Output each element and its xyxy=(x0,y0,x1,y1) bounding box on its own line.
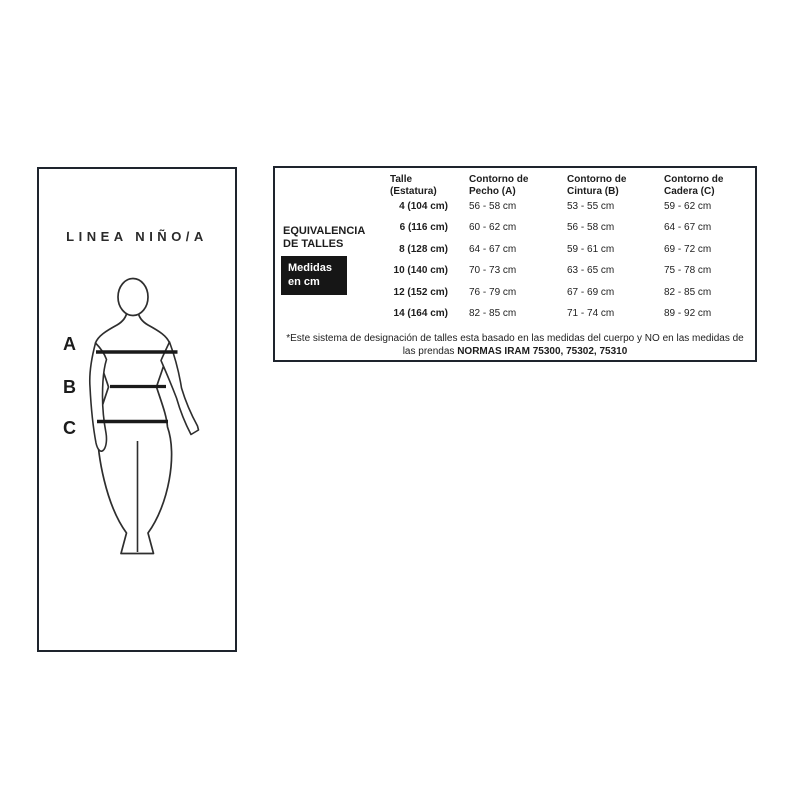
medidas-badge-line1: Medidas xyxy=(288,262,333,274)
equivalencia-label-line1: EQUIVALENCIA xyxy=(283,225,366,237)
cell-pecho: 56 - 58 cm xyxy=(469,200,517,212)
cell-talle: 14 (164 cm) xyxy=(393,308,448,319)
cell-cintura: 53 - 55 cm xyxy=(567,200,615,212)
measure-label-a: A xyxy=(63,334,76,354)
measure-label-c: C xyxy=(63,418,76,438)
medidas-badge-line2: en cm xyxy=(288,276,320,288)
torso-legs-outline xyxy=(96,311,172,554)
cell-cadera: 64 - 67 cm xyxy=(664,222,712,233)
footnote-line2-bold: NORMAS IRAM 75300, 75302, 75310 xyxy=(457,346,628,357)
footnote-line2-regular: las prendas xyxy=(402,346,458,357)
cell-cadera: 75 - 78 cm xyxy=(664,265,712,276)
cell-cintura: 71 - 74 cm xyxy=(567,308,615,319)
column-header-pecho: Contorno de Pecho (A) xyxy=(469,174,529,197)
column-header-talle: Talle (Estatura) xyxy=(390,174,437,197)
size-table xyxy=(390,174,755,325)
cell-cintura: 67 - 69 cm xyxy=(567,286,615,298)
equivalencia-label-line2: DE TALLES xyxy=(283,238,344,250)
cell-cadera: 89 - 92 cm xyxy=(664,308,712,319)
cell-cintura: 59 - 61 cm xyxy=(567,243,615,255)
size-guide-figure-panel xyxy=(37,167,237,652)
column-header-cadera: Contorno de Cadera (C) xyxy=(664,174,724,197)
panel-title: LINEA NIÑO/A xyxy=(66,229,208,244)
left-arm-outline xyxy=(90,343,107,451)
cell-pecho: 82 - 85 cm xyxy=(469,308,517,319)
head-outline xyxy=(118,279,148,316)
cell-pecho: 76 - 79 cm xyxy=(469,286,517,298)
cell-talle: 4 (104 cm) xyxy=(399,200,448,212)
cell-pecho: 64 - 67 cm xyxy=(469,243,517,255)
footnote-line1: *Este sistema de designación de talles esta basado en las medidas del cuerpo y NO en las medidas de xyxy=(286,333,744,344)
equivalencia-label xyxy=(283,225,365,251)
footnote-line2 xyxy=(275,345,755,358)
cell-cintura: 56 - 58 cm xyxy=(567,222,615,233)
cell-cadera: 82 - 85 cm xyxy=(664,286,712,298)
cell-pecho: 70 - 73 cm xyxy=(469,265,517,276)
cell-talle: 6 (116 cm) xyxy=(399,222,448,233)
cell-talle: 12 (152 cm) xyxy=(393,286,448,298)
size-table-panel xyxy=(273,166,757,362)
cell-pecho: 60 - 62 cm xyxy=(469,222,517,233)
cell-cadera: 69 - 72 cm xyxy=(664,243,712,255)
measure-label-b: B xyxy=(63,377,76,397)
cell-cadera: 59 - 62 cm xyxy=(664,200,712,212)
cell-cintura: 63 - 65 cm xyxy=(567,265,615,276)
cell-talle: 10 (140 cm) xyxy=(393,265,448,276)
medidas-en-cm-badge xyxy=(281,256,347,295)
child-body-figure xyxy=(39,169,235,650)
table-footnote xyxy=(275,332,755,358)
cell-talle: 8 (128 cm) xyxy=(399,243,448,255)
column-header-cintura: Contorno de Cintura (B) xyxy=(567,174,627,197)
